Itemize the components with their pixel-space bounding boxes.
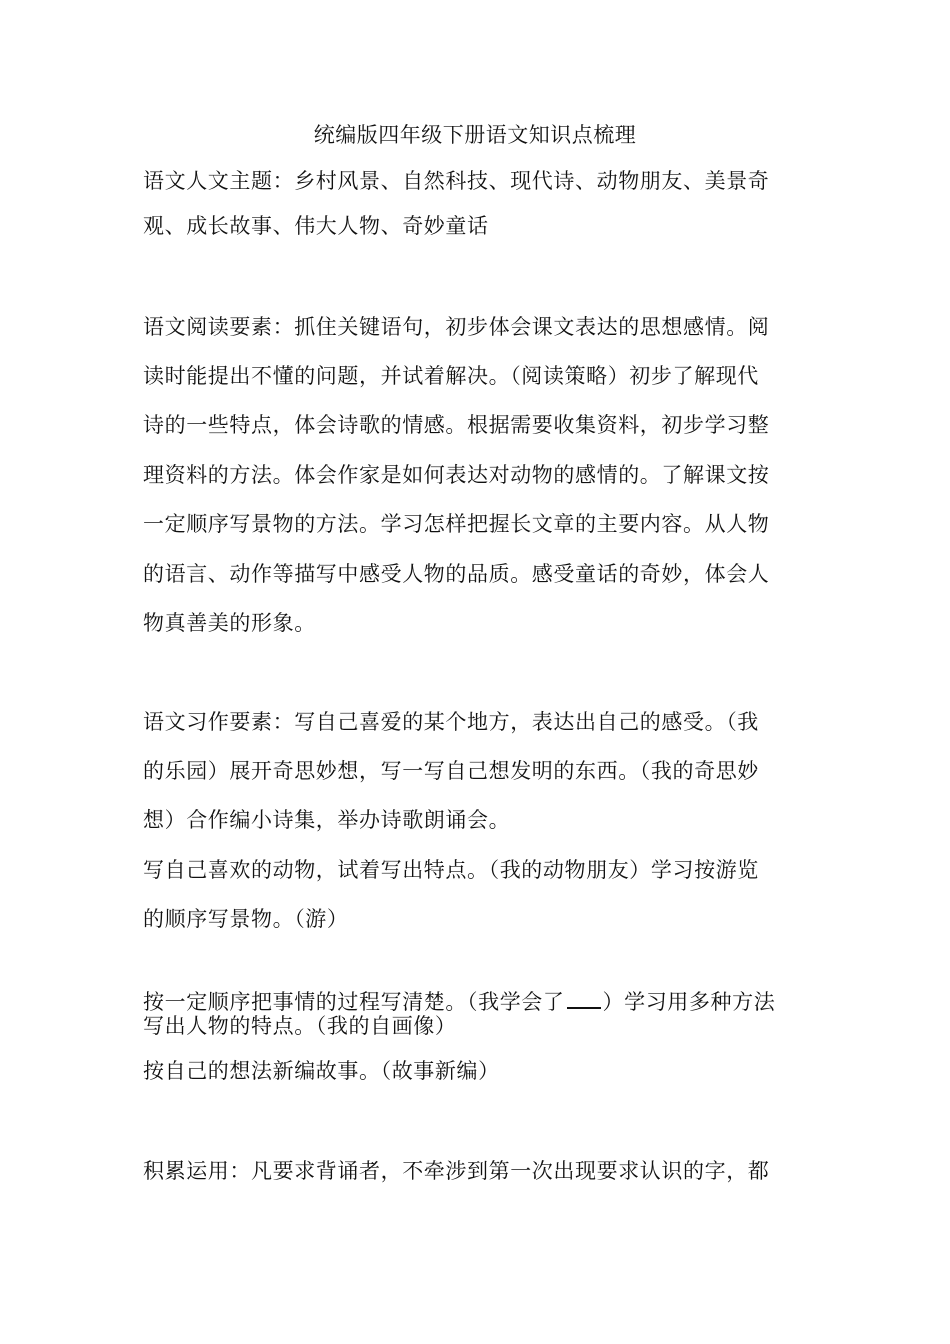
reading-line-2: 读时能提出不懂的问题，并试着解决。（阅读策略）初步了解现代 — [143, 364, 759, 388]
writing-line-1: 语文习作要素：写自己喜爱的某个地方，表达出自己的感受。（我 — [143, 710, 759, 734]
reading-line-1: 语文阅读要素：抓住关键语句，初步体会课文表达的思想感情。阅 — [143, 315, 770, 339]
writing-line-4: 写自己喜欢的动物，试着写出特点。（我的动物朋友）学习按游览 — [143, 858, 759, 882]
fill-in-blank — [567, 987, 601, 1009]
reading-line-4: 理资料的方法。体会作家是如何表达对动物的感情的。了解课文按 — [143, 463, 770, 487]
reading-line-5: 一定顺序写景物的方法。学习怎样把握长文章的主要内容。从人物 — [143, 512, 770, 536]
writing2-line-2: 写出人物的特点。（我的自画像） — [143, 1014, 457, 1038]
writing2-line-1-before: 按一定顺序把事情的过程写清楚。（我学会了 — [143, 990, 565, 1014]
document-title: 统编版四年级下册语文知识点梳理 — [313, 123, 637, 147]
reading-line-6: 的语言、动作等描写中感受人物的品质。感受童话的奇妙，体会人 — [143, 562, 770, 586]
theme-line-1: 语文人文主题：乡村风景、自然科技、现代诗、动物朋友、美景奇 — [143, 169, 770, 193]
writing-line-3: 想）合作编小诗集，举办诗歌朗诵会。 — [143, 808, 511, 832]
theme-line-2: 观、成长故事、伟大人物、奇妙童话 — [143, 214, 489, 238]
accumulation-line-1: 积累运用：凡要求背诵者，不牵涉到第一次出现要求认识的字，都 — [143, 1159, 770, 1183]
reading-line-3: 诗的一些特点，体会诗歌的情感。根据需要收集资料，初步学习整 — [143, 413, 770, 437]
writing2-line-3: 按自己的想法新编故事。（故事新编） — [143, 1059, 500, 1083]
writing-line-2: 的乐园）展开奇思妙想，写一写自己想发明的东西。（我的奇思妙 — [143, 759, 759, 783]
writing2-line-1-after: ）学习用多种方法 — [602, 990, 776, 1014]
reading-line-7: 物真善美的形象。 — [143, 611, 316, 635]
writing-line-5: 的顺序写景物。（游） — [143, 907, 349, 931]
